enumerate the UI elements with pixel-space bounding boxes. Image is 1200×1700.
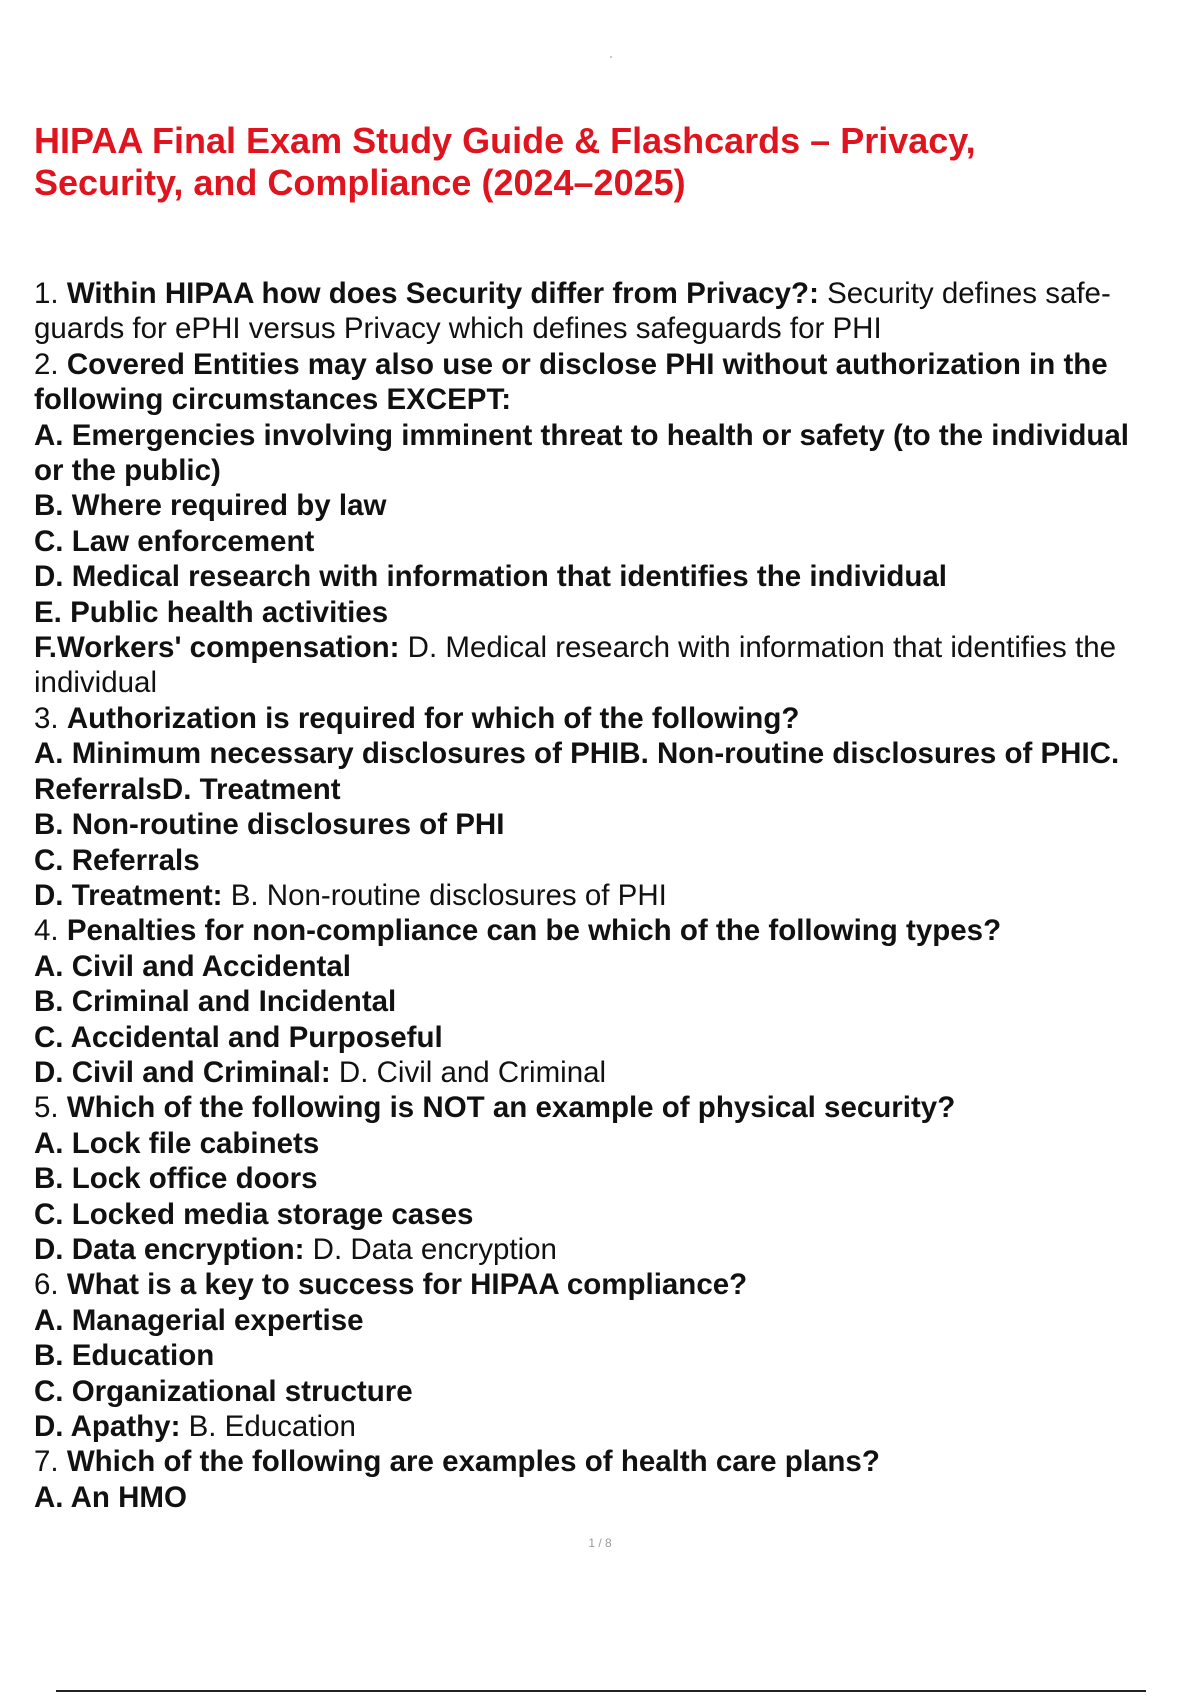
text-line (34, 1161, 1184, 1196)
text-line (34, 1232, 1184, 1267)
question-text: C. Accidental and Purposeful (34, 1020, 443, 1054)
answer-text: D. Medical research with information that identifies the (407, 631, 1117, 665)
text-line (34, 276, 1184, 311)
question-text: A. An HMO (34, 1480, 187, 1514)
question-text: D. Civil and Criminal: (34, 1055, 339, 1089)
flashcard-list (34, 276, 1184, 1515)
text-line (34, 1020, 1184, 1055)
text-line (34, 1444, 1184, 1479)
text-line (34, 913, 1184, 948)
answer-text: B. Non-routine disclosures of PHI (230, 878, 667, 912)
text-line (34, 488, 1184, 523)
text-line (34, 559, 1184, 594)
page-number: 1 / 8 (588, 1536, 612, 1550)
question-text: or the public) (34, 454, 221, 488)
page-title-line-1: HIPAA Final Exam Study Guide & Flashcards – Privacy, (34, 120, 976, 161)
answer-text: B. Education (188, 1410, 356, 1443)
text-line (34, 1480, 1184, 1515)
question-text: A. Lock file cabinets (34, 1126, 320, 1160)
question-text: B. Where required by law (34, 489, 387, 523)
answer-text: individual (34, 666, 157, 700)
question-text: Penalties for non-compliance can be which of the following types? (66, 914, 1002, 948)
question-number: 6. (34, 1268, 67, 1302)
text-line (34, 665, 1184, 700)
question-text: D. Medical research with information that identifies the individual (34, 560, 948, 594)
text-line (34, 382, 1184, 417)
footer-divider (56, 1690, 1146, 1692)
text-line (34, 630, 1184, 665)
text-line (34, 984, 1184, 1019)
page-title-line-2: Security, and Compliance (2024–2025) (34, 162, 686, 203)
question-text: A. Civil and Accidental (34, 949, 351, 983)
question-text: B. Criminal and Incidental (34, 985, 397, 1019)
question-text: E. Public health activities (34, 595, 389, 629)
answer-text: guards for ePHI versus Privacy which defines safeguards for PHI (34, 312, 882, 346)
text-line (34, 1409, 1184, 1444)
question-text: C. Referrals (34, 843, 200, 877)
question-text: Which of the following are examples of health care plans? (66, 1445, 880, 1479)
question-number: 1. (34, 277, 67, 310)
text-line (34, 347, 1184, 382)
text-line (34, 949, 1184, 984)
question-text: Within HIPAA how does Security differ from Privacy?: (66, 277, 828, 310)
text-line (34, 1055, 1184, 1090)
question-number: 3. (34, 701, 67, 735)
question-text: A. Minimum necessary disclosures of PHIB. Non-routine disclosures of PHIC. (34, 737, 1120, 771)
question-text: B. Non-routine disclosures of PHI (34, 808, 505, 842)
text-line (34, 1090, 1184, 1125)
page-title (34, 120, 1154, 204)
scan-speck (610, 56, 612, 58)
question-number: 2. (34, 347, 67, 381)
question-number: 7. (34, 1445, 67, 1479)
text-line (34, 418, 1184, 453)
text-line (34, 878, 1184, 913)
text-line (34, 843, 1184, 878)
question-text: ReferralsD. Treatment (34, 772, 341, 806)
text-line (34, 772, 1184, 807)
text-line (34, 701, 1184, 736)
question-text: B. Education (34, 1339, 215, 1373)
question-number: 5. (34, 1091, 67, 1125)
text-line (34, 1338, 1184, 1373)
text-line (34, 1303, 1184, 1338)
text-line (34, 736, 1184, 771)
answer-text: Security defines safe- (827, 277, 1111, 310)
answer-text: D. Civil and Criminal (338, 1055, 607, 1089)
question-text: following circumstances EXCEPT: (34, 383, 512, 417)
text-line (34, 595, 1184, 630)
question-text: C. Law enforcement (34, 524, 315, 558)
text-line (34, 807, 1184, 842)
question-text: Covered Entities may also use or disclose PHI without authorization in the (66, 347, 1108, 381)
text-line (34, 1126, 1184, 1161)
question-text: D. Treatment: (34, 878, 231, 912)
text-line (34, 453, 1184, 488)
answer-text: D. Data encryption (312, 1232, 557, 1266)
question-text: C. Locked media storage cases (34, 1197, 474, 1231)
text-line (34, 311, 1184, 346)
question-text: A. Emergencies involving imminent threat to health or safety (to the individual (34, 418, 1129, 452)
question-text: What is a key to success for HIPAA compliance? (66, 1268, 748, 1302)
text-line (34, 1374, 1184, 1409)
question-text: B. Lock office doors (34, 1162, 318, 1196)
question-text: D. Data encryption: (34, 1232, 313, 1266)
question-text: C. Organizational structure (34, 1374, 413, 1408)
text-line (34, 1267, 1184, 1302)
question-text: Authorization is required for which of the following? (66, 701, 800, 735)
question-text: Which of the following is NOT an example of physical security? (66, 1091, 956, 1125)
question-text: A. Managerial expertise (34, 1303, 364, 1337)
question-text: D. Apathy: (34, 1410, 189, 1443)
text-line (34, 1197, 1184, 1232)
text-line (34, 524, 1184, 559)
question-number: 4. (34, 914, 67, 948)
question-text: F.Workers' compensation: (34, 631, 408, 665)
